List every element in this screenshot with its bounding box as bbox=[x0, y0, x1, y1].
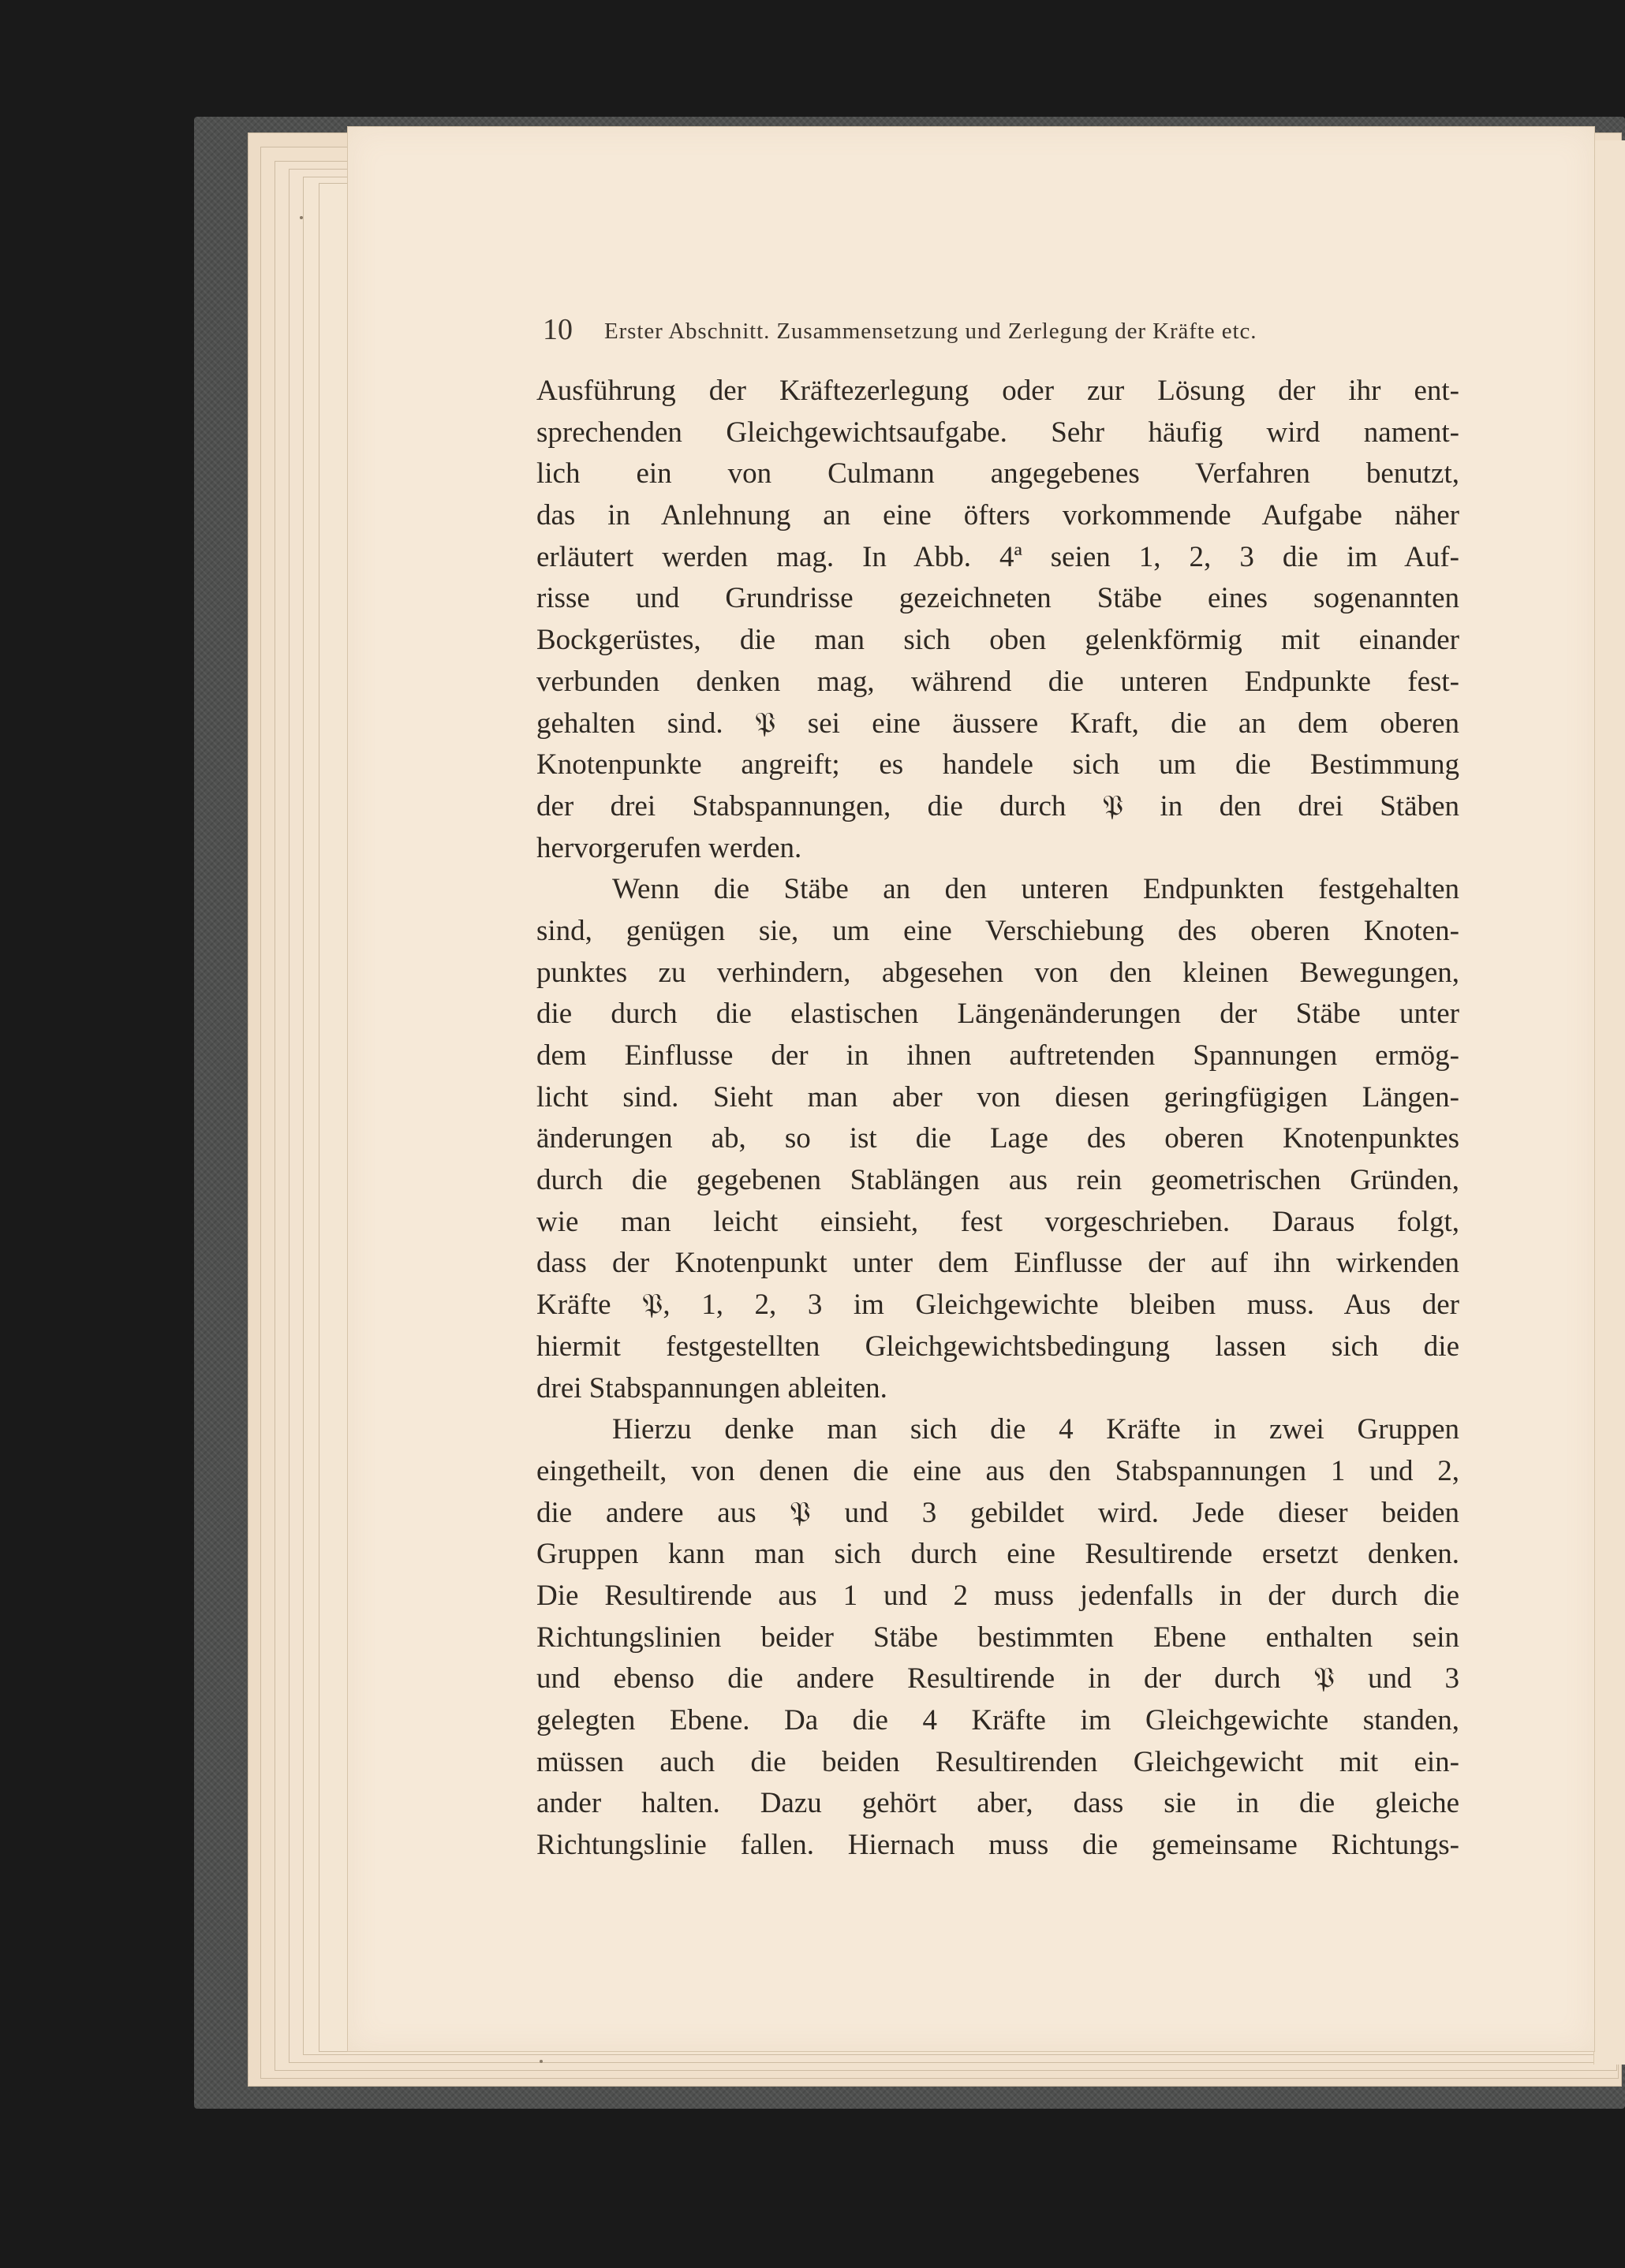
text-line: Bockgerüstes, die man sich oben gelenkförmig mit einander bbox=[536, 624, 1459, 657]
paper-speck bbox=[300, 216, 303, 219]
text-line: punktes zu verhindern, abgesehen von den kleinen Bewegungen, bbox=[536, 956, 1459, 989]
text-line: Knotenpunkte angreift; es handele sich um die Bestimmung bbox=[536, 748, 1459, 781]
text-line: verbunden denken mag, während die unteren Endpunkte fest- bbox=[536, 665, 1459, 698]
text-line: die andere aus 𝔓 und 3 gebildet wird. Jede dieser beiden bbox=[536, 1496, 1459, 1529]
text-line: sprechenden Gleichgewichtsaufgabe. Sehr häufig wird nament- bbox=[536, 416, 1459, 449]
text-line: Die Resultirende aus 1 und 2 muss jedenfalls in der durch die bbox=[536, 1579, 1459, 1612]
text-line: und ebenso die andere Resultirende in der durch 𝔓 und 3 bbox=[536, 1662, 1459, 1695]
body-text bbox=[536, 371, 1459, 1867]
text-line: wie man leicht einsieht, fest vorgeschrieben. Daraus folgt, bbox=[536, 1205, 1459, 1238]
text-line: licht sind. Sieht man aber von diesen geringfügigen Längen- bbox=[536, 1080, 1459, 1113]
paper-speck bbox=[540, 2060, 543, 2063]
text-line: das in Anlehnung an eine öfters vorkommende Aufgabe näher bbox=[536, 499, 1459, 532]
text-line: durch die gegebenen Stablängen aus rein geometrischen Gründen, bbox=[536, 1164, 1459, 1197]
next-page-edge bbox=[1593, 140, 1625, 2065]
text-line: hervorgerufen werden. bbox=[536, 831, 802, 864]
text-line: erläutert werden mag. In Abb. 4ª seien 1, 2, 3 die im Auf- bbox=[536, 540, 1459, 573]
text-line: müssen auch die beiden Resultirenden Gleichgewicht mit ein- bbox=[536, 1745, 1459, 1778]
text-line: Gruppen kann man sich durch eine Resultirende ersetzt denken. bbox=[536, 1538, 1459, 1571]
text-line: drei Stabspannungen ableiten. bbox=[536, 1371, 887, 1404]
text-line: die durch die elastischen Längenänderungen der Stäbe unter bbox=[536, 998, 1459, 1031]
text-line: dass der Knotenpunkt unter dem Einflusse der auf ihn wirkenden bbox=[536, 1247, 1459, 1280]
page-number: 10 bbox=[543, 313, 573, 346]
text-line: eingetheilt, von denen die eine aus den Stabspannungen 1 und 2, bbox=[536, 1454, 1459, 1487]
text-line: hiermit festgestellten Gleichgewichtsbedingung lassen sich die bbox=[536, 1330, 1459, 1363]
text-line: sind, genügen sie, um eine Verschiebung des oberen Knoten- bbox=[536, 914, 1459, 947]
text-line: ander halten. Dazu gehört aber, dass sie in die gleiche bbox=[536, 1787, 1459, 1820]
text-line: gehalten sind. 𝔓 sei eine äussere Kraft, die an dem oberen bbox=[536, 707, 1459, 740]
text-line: Kräfte 𝔓, 1, 2, 3 im Gleichgewichte bleiben muss. Aus der bbox=[536, 1289, 1459, 1322]
text-line: dem Einflusse der in ihnen auftretenden Spannungen ermög- bbox=[536, 1039, 1459, 1072]
text-line: risse und Grundrisse gezeichneten Stäbe eines sogenannten bbox=[536, 582, 1459, 615]
text-line: der drei Stabspannungen, die durch 𝔓 in den drei Stäben bbox=[536, 789, 1459, 823]
text-line: Hierzu denke man sich die 4 Kräfte in zwei Gruppen bbox=[612, 1413, 1459, 1446]
text-line: Wenn die Stäbe an den unteren Endpunkten festgehalten bbox=[612, 873, 1459, 906]
text-line: gelegten Ebene. Da die 4 Kräfte im Gleichgewichte standen, bbox=[536, 1704, 1459, 1736]
running-title: Erster Abschnitt. Zusammensetzung und Zerlegung der Kräfte etc. bbox=[604, 319, 1257, 344]
text-line: änderungen ab, so ist die Lage des oberen Knotenpunktes bbox=[536, 1122, 1459, 1155]
text-line: lich ein von Culmann angegebenes Verfahren benutzt, bbox=[536, 457, 1459, 491]
text-line: Richtungslinien beider Stäbe bestimmten Ebene enthalten sein bbox=[536, 1621, 1459, 1654]
text-line: Richtungslinie fallen. Hiernach muss die gemeinsame Richtungs- bbox=[536, 1829, 1459, 1862]
text-line: Ausführung der Kräftezerlegung oder zur Lösung der ihr ent- bbox=[536, 375, 1459, 407]
page-header bbox=[543, 312, 1464, 347]
